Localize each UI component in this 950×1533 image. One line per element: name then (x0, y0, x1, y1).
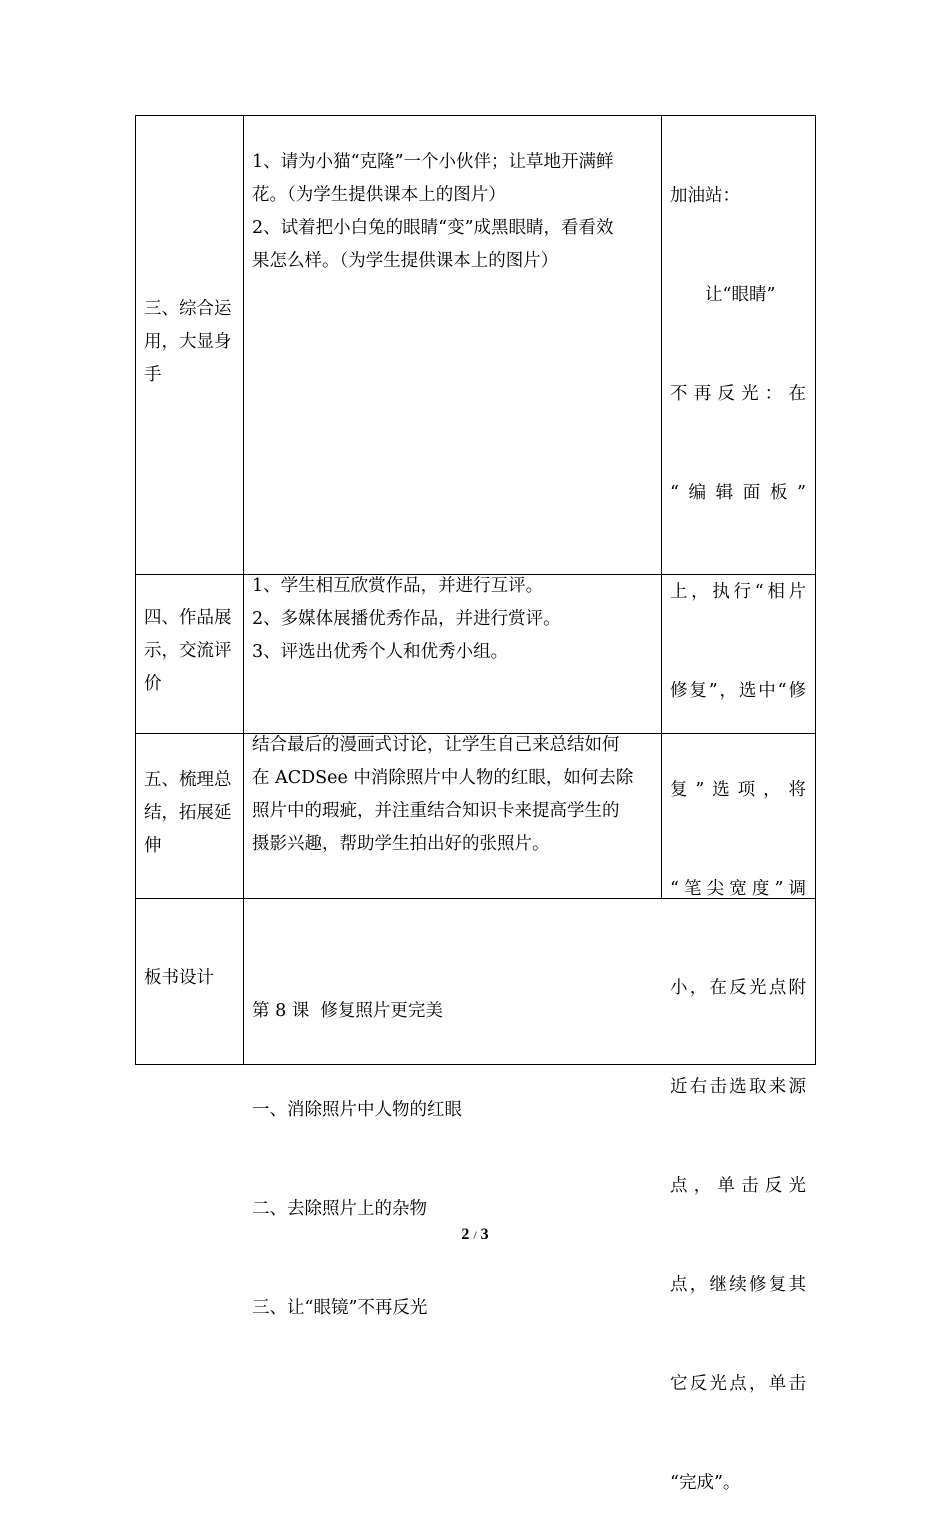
content-line: 2、多媒体展播优秀作品，并进行赏评。 (252, 609, 561, 629)
content-cell (252, 570, 656, 669)
column-divider (243, 115, 244, 1065)
content-cell (252, 146, 656, 278)
content-cell (252, 929, 802, 1358)
content-line: 在 ACDSee 中消除照片中人物的红眼，如何去除 (252, 768, 634, 788)
note-line: 上，执行“相片 (670, 582, 806, 602)
note-line: 点，继续修复其 (670, 1275, 806, 1295)
stage-cell (144, 293, 236, 392)
stage-cell (144, 764, 236, 863)
note-line: “编辑面板” (670, 483, 806, 503)
column-divider (661, 115, 662, 899)
stage-text: 四、作品展 (144, 608, 232, 628)
content-line: 一、消除照片中人物的红眼 (252, 1100, 462, 1120)
note-line: “完成”。 (670, 1473, 741, 1493)
stage-text: 价 (144, 674, 162, 694)
content-line: 结合最后的漫画式讨论，让学生自己来总结如何 (252, 735, 620, 755)
note-line: 它反光点，单击 (670, 1374, 806, 1394)
note-line: 复”选项，将 (670, 780, 806, 800)
page-separator: / (473, 1228, 477, 1242)
content-line: 3、评选出优秀个人和优秀小组。 (252, 642, 509, 662)
content-line: 1、学生相互欣赏作品，并进行互评。 (252, 576, 544, 596)
content-line: 2、试着把小白兔的眼睛“变”成黑眼睛，看看效 (252, 218, 614, 238)
content-line: 花。（为学生提供课本上的图片） (252, 185, 506, 205)
content-line: 二、去除照片上的杂物 (252, 1199, 427, 1219)
page-number (0, 1226, 950, 1244)
stage-text: 用，大显身 (144, 332, 232, 352)
stage-text: 结，拓展延 (144, 803, 232, 823)
stage-text: 示，交流评 (144, 641, 232, 661)
table-border-right (815, 115, 816, 1065)
stage-text: 手 (144, 365, 162, 385)
note-line: 加油站： (670, 186, 740, 206)
content-line: 第 8 课 修复照片更完美 (252, 1001, 443, 1021)
note-line: 近右击选取来源 (670, 1077, 806, 1097)
content-cell (252, 729, 656, 861)
table-border-left (135, 115, 136, 1065)
content-line: 摄影兴趣，帮助学生拍出好的张照片。 (252, 834, 550, 854)
note-line: “笔尖宽度”调 (670, 879, 806, 899)
page-total: 3 (480, 1226, 489, 1243)
stage-cell (144, 602, 236, 701)
content-line: 照片中的瑕疵，并注重结合知识卡来提高学生的 (252, 801, 620, 821)
content-line: 三、让“眼镜”不再反光 (252, 1298, 428, 1318)
note-line: 让“眼睛” (670, 285, 776, 305)
content-line: 1、请为小猫“克隆”一个小伙伴；让草地开满鲜 (252, 152, 614, 172)
stage-text: 三、综合运 (144, 299, 232, 319)
content-line: 果怎么样。（为学生提供课本上的图片） (252, 251, 559, 271)
note-line: 小，在反光点附 (670, 978, 806, 998)
page-current: 2 (461, 1226, 470, 1243)
stage-text: 五、梳理总 (144, 770, 232, 790)
stage-cell (144, 962, 236, 995)
note-line: 修复”，选中“修 (670, 681, 806, 701)
note-line: 点，单击反光 (670, 1176, 806, 1196)
note-line: 不再反光：在 (670, 384, 806, 404)
stage-text: 板书设计 (144, 968, 214, 988)
stage-text: 伸 (144, 836, 162, 856)
